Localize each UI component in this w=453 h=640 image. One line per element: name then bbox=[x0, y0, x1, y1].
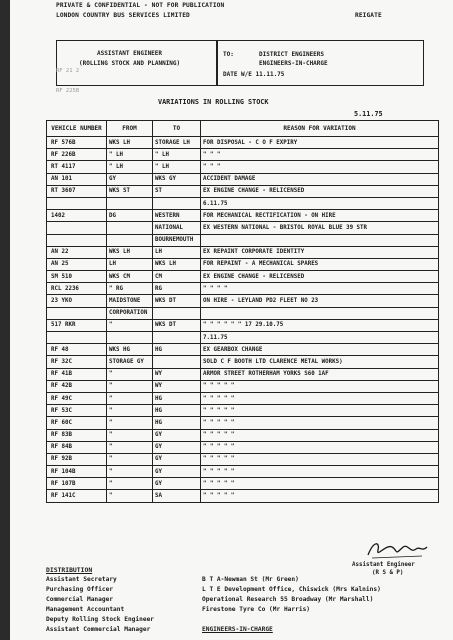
table-row bbox=[47, 185, 439, 197]
from-cell: " LH bbox=[107, 149, 153, 161]
to-cell: WKS DT bbox=[153, 319, 201, 331]
from-cell bbox=[107, 197, 153, 209]
vehicle-cell: RF 226B bbox=[47, 149, 107, 161]
vehicle-cell: RF 60C bbox=[47, 417, 107, 429]
table-row bbox=[47, 137, 439, 149]
vehicle-cell: RF 107B bbox=[47, 478, 107, 490]
from-cell: WKS LH bbox=[107, 246, 153, 258]
from-cell: " bbox=[107, 466, 153, 478]
to-cell: GY bbox=[153, 441, 201, 453]
confidential-notice: PRIVATE & CONFIDENTIAL - NOT FOR PUBLICATION bbox=[56, 2, 225, 9]
to-cell bbox=[153, 197, 201, 209]
to-cell: SA bbox=[153, 490, 201, 502]
col-from: FROM bbox=[107, 121, 153, 137]
table-row bbox=[47, 441, 439, 453]
distribution-recipient: Assistant Commercial Manager bbox=[46, 626, 151, 633]
reason-cell: " " " bbox=[201, 149, 439, 161]
reason-cell: " " " " " bbox=[201, 490, 439, 502]
signature-title: Assistant Engineer bbox=[352, 562, 415, 568]
vehicle-cell bbox=[47, 222, 107, 234]
vehicle-cell: 1402 bbox=[47, 210, 107, 222]
reason-cell: ACCIDENT DAMAGE bbox=[201, 173, 439, 185]
vehicle-cell bbox=[47, 307, 107, 319]
to-cell: GY bbox=[153, 478, 201, 490]
reason-cell: " " " " " bbox=[201, 417, 439, 429]
from-cell: STORAGE GY bbox=[107, 356, 153, 368]
reason-cell bbox=[201, 234, 439, 246]
to-cell: GY bbox=[153, 429, 201, 441]
report-date: 5.11.75 bbox=[354, 110, 383, 118]
vehicle-cell: RF 49C bbox=[47, 392, 107, 404]
vehicle-cell: RF 42B bbox=[47, 380, 107, 392]
reason-cell: " " " " " bbox=[201, 478, 439, 490]
from-cell: MAIDSTONE bbox=[107, 295, 153, 307]
scan-edge bbox=[0, 0, 10, 640]
table-row bbox=[47, 307, 439, 319]
table-row bbox=[47, 283, 439, 295]
table-row bbox=[47, 271, 439, 283]
to-cell: HG bbox=[153, 344, 201, 356]
vehicle-cell bbox=[47, 197, 107, 209]
from-cell: WKS LH bbox=[107, 137, 153, 149]
from-cell: GY bbox=[107, 173, 153, 185]
from-cell: " bbox=[107, 441, 153, 453]
from-cell: DG bbox=[107, 210, 153, 222]
vehicle-cell: AN 25 bbox=[47, 258, 107, 270]
document-title: VARIATIONS IN ROLLING STOCK bbox=[158, 98, 269, 106]
from-cell: " RG bbox=[107, 283, 153, 295]
distribution-recipient: Assistant Secretary bbox=[46, 576, 117, 583]
from-cell: CORPORATION bbox=[107, 307, 153, 319]
reason-cell: SOLD C F BOOTH LTD CLARENCE METAL WORKS) bbox=[201, 356, 439, 368]
reason-cell: FOR MECHANICAL RECTIFICATION - ON HIRE bbox=[201, 210, 439, 222]
table-row bbox=[47, 478, 439, 490]
vehicle-cell: RF 32C bbox=[47, 356, 107, 368]
distribution-heading: DISTRIBUTION bbox=[46, 566, 93, 574]
from-cell: WKS ST bbox=[107, 185, 153, 197]
reason-cell: " " " " " bbox=[201, 466, 439, 478]
from-cell: " bbox=[107, 405, 153, 417]
distribution-recipient: Purchasing Officer bbox=[46, 586, 114, 593]
to-cell: HG bbox=[153, 405, 201, 417]
col-vehicle-number: VEHICLE NUMBER bbox=[47, 121, 107, 137]
reason-cell: " " " bbox=[201, 161, 439, 173]
vehicle-cell: RCL 2236 bbox=[47, 283, 107, 295]
to-cell: CM bbox=[153, 271, 201, 283]
from-cell: " bbox=[107, 392, 153, 404]
distribution-recipient: Commercial Manager bbox=[46, 596, 114, 603]
to-cell: STORAGE LH bbox=[153, 137, 201, 149]
to-cell: GY bbox=[153, 466, 201, 478]
reason-cell: " " " " " bbox=[201, 453, 439, 465]
vehicle-cell: RF 576B bbox=[47, 137, 107, 149]
reason-cell: 6.11.75 bbox=[201, 197, 439, 209]
distribution-recipient: ENGINEERS-IN-CHARGE bbox=[202, 626, 273, 633]
reason-cell: " " " " " bbox=[201, 441, 439, 453]
table-row bbox=[47, 295, 439, 307]
from-cell bbox=[107, 222, 153, 234]
table-header-row bbox=[47, 121, 439, 137]
table-row bbox=[47, 356, 439, 368]
vehicle-cell: RF 104B bbox=[47, 466, 107, 478]
reason-cell: EX WESTERN NATIONAL - BRISTOL ROYAL BLUE 39 STR bbox=[201, 222, 439, 234]
from-cell: LH bbox=[107, 258, 153, 270]
from-cell: WKS HG bbox=[107, 344, 153, 356]
to-cell: WY bbox=[153, 380, 201, 392]
table-row bbox=[47, 258, 439, 270]
reason-cell: ON HIRE - LEYLAND PD2 FLEET NO 23 bbox=[201, 295, 439, 307]
vehicle-cell: RF 48 bbox=[47, 344, 107, 356]
to-label: TO: bbox=[223, 51, 234, 58]
from-cell: " bbox=[107, 429, 153, 441]
reason-cell: 7.11.75 bbox=[201, 332, 439, 344]
company-name: LONDON COUNTRY BUS SERVICES LIMITED bbox=[56, 12, 190, 19]
from-cell: " bbox=[107, 417, 153, 429]
from-cell: " bbox=[107, 368, 153, 380]
distribution-recipient: B T A-Newman St (Mr Green) bbox=[202, 576, 299, 583]
to-cell: WESTERN bbox=[153, 210, 201, 222]
table-row bbox=[47, 197, 439, 209]
reason-cell: FOR DISPOSAL - C O F EXPIRY bbox=[201, 137, 439, 149]
reason-cell: EX ENGINE CHANGE - RELICENSED bbox=[201, 271, 439, 283]
from-cell bbox=[107, 332, 153, 344]
to-cell: RG bbox=[153, 283, 201, 295]
col-reason: REASON FOR VARIATION bbox=[201, 121, 439, 137]
reason-cell: FOR REPAINT - A MECHANICAL SPARES bbox=[201, 258, 439, 270]
from-cell: " bbox=[107, 380, 153, 392]
table-row bbox=[47, 173, 439, 185]
table-row bbox=[47, 161, 439, 173]
col-to: TO bbox=[153, 121, 201, 137]
signature-subtitle: (R S & P) bbox=[372, 570, 404, 576]
from-cell: " bbox=[107, 453, 153, 465]
reason-cell: " " " " " bbox=[201, 392, 439, 404]
table-row bbox=[47, 332, 439, 344]
to-cell: WKS LH bbox=[153, 258, 201, 270]
reason-cell: " " " " bbox=[201, 283, 439, 295]
vehicle-cell bbox=[47, 234, 107, 246]
table-row bbox=[47, 234, 439, 246]
to-cell: WKS DT bbox=[153, 295, 201, 307]
vehicle-cell: AN 22 bbox=[47, 246, 107, 258]
table-row bbox=[47, 368, 439, 380]
table-row bbox=[47, 222, 439, 234]
reason-cell: " " " " " bbox=[201, 429, 439, 441]
table-row bbox=[47, 490, 439, 502]
reason-cell: " " " " " bbox=[201, 405, 439, 417]
to-line1: DISTRICT ENGINEERS bbox=[259, 51, 325, 58]
table-row bbox=[47, 429, 439, 441]
vehicle-cell: RF 53C bbox=[47, 405, 107, 417]
location: REIGATE bbox=[355, 12, 382, 19]
to-cell: " LH bbox=[153, 161, 201, 173]
distribution-recipient: Firestone Tyre Co (Mr Harris) bbox=[202, 606, 311, 613]
from-cell: " LH bbox=[107, 161, 153, 173]
to-cell bbox=[153, 307, 201, 319]
table-row bbox=[47, 149, 439, 161]
to-cell: BOURNEMOUTH bbox=[153, 234, 201, 246]
handwritten-signature bbox=[364, 538, 430, 560]
vehicle-cell: RF 92B bbox=[47, 453, 107, 465]
vehicle-cell: RF 84B bbox=[47, 441, 107, 453]
from-line2: (ROLLING STOCK AND PLANNING) bbox=[79, 60, 181, 67]
to-cell: " LH bbox=[153, 149, 201, 161]
to-cell: GY bbox=[153, 453, 201, 465]
table-row bbox=[47, 453, 439, 465]
table-row bbox=[47, 417, 439, 429]
vehicle-cell: 23 YKO bbox=[47, 295, 107, 307]
reason-cell: " " " " " " 17 29.10.75 bbox=[201, 319, 439, 331]
distribution-recipient: Management Accountant bbox=[46, 606, 125, 613]
table-row bbox=[47, 405, 439, 417]
reason-cell: EX REPAINT CORPORATE IDENTITY bbox=[201, 246, 439, 258]
to-cell: HG bbox=[153, 417, 201, 429]
table-row bbox=[47, 319, 439, 331]
to-box bbox=[216, 40, 424, 86]
vehicle-cell: SM 510 bbox=[47, 271, 107, 283]
to-cell bbox=[153, 356, 201, 368]
table-row bbox=[47, 380, 439, 392]
to-cell: LH bbox=[153, 246, 201, 258]
table-row bbox=[47, 466, 439, 478]
vehicle-cell: RT 3607 bbox=[47, 185, 107, 197]
to-cell: WY bbox=[153, 368, 201, 380]
table-row bbox=[47, 344, 439, 356]
reason-cell: EX ENGINE CHANGE - RELICENSED bbox=[201, 185, 439, 197]
from-cell bbox=[107, 234, 153, 246]
table-row bbox=[47, 246, 439, 258]
to-cell: ST bbox=[153, 185, 201, 197]
table-row bbox=[47, 392, 439, 404]
distribution-recipient: Operational Research 55 Broadway (Mr Marshall) bbox=[202, 596, 374, 603]
vehicle-cell: RF 141C bbox=[47, 490, 107, 502]
to-date: DATE W/E 11.11.75 bbox=[223, 71, 285, 78]
from-box bbox=[56, 40, 218, 86]
to-cell bbox=[153, 332, 201, 344]
variations-table bbox=[46, 120, 439, 503]
vehicle-cell: RT 4117 bbox=[47, 161, 107, 173]
from-cell: " bbox=[107, 478, 153, 490]
vehicle-cell: 517 RKR bbox=[47, 319, 107, 331]
distribution-recipient: Deputy Rolling Stock Engineer bbox=[46, 616, 155, 623]
vehicle-cell: RF 83B bbox=[47, 429, 107, 441]
to-line2: ENGINEERS-IN-CHARGE bbox=[259, 60, 328, 67]
bleed-through: RF 225B bbox=[56, 88, 80, 94]
reason-cell: " " " " " bbox=[201, 380, 439, 392]
reason-cell bbox=[201, 307, 439, 319]
to-cell: HG bbox=[153, 392, 201, 404]
to-cell: WKS GY bbox=[153, 173, 201, 185]
reason-cell: EX GEARBOX CHANGE bbox=[201, 344, 439, 356]
distribution-recipient: L T E Development Office, Chiswick (Mrs Kalnins) bbox=[202, 586, 381, 593]
from-cell: " bbox=[107, 319, 153, 331]
to-cell: NATIONAL bbox=[153, 222, 201, 234]
from-line1: ASSISTANT ENGINEER bbox=[97, 50, 163, 57]
table-row bbox=[47, 210, 439, 222]
from-cell: " bbox=[107, 490, 153, 502]
bleed-through: RF 21 2 bbox=[56, 68, 80, 74]
vehicle-cell: AN 101 bbox=[47, 173, 107, 185]
vehicle-cell: RF 41B bbox=[47, 368, 107, 380]
reason-cell: ARMOR STREET ROTHERHAM YORKS S60 1AF bbox=[201, 368, 439, 380]
from-cell: WKS CM bbox=[107, 271, 153, 283]
vehicle-cell bbox=[47, 332, 107, 344]
